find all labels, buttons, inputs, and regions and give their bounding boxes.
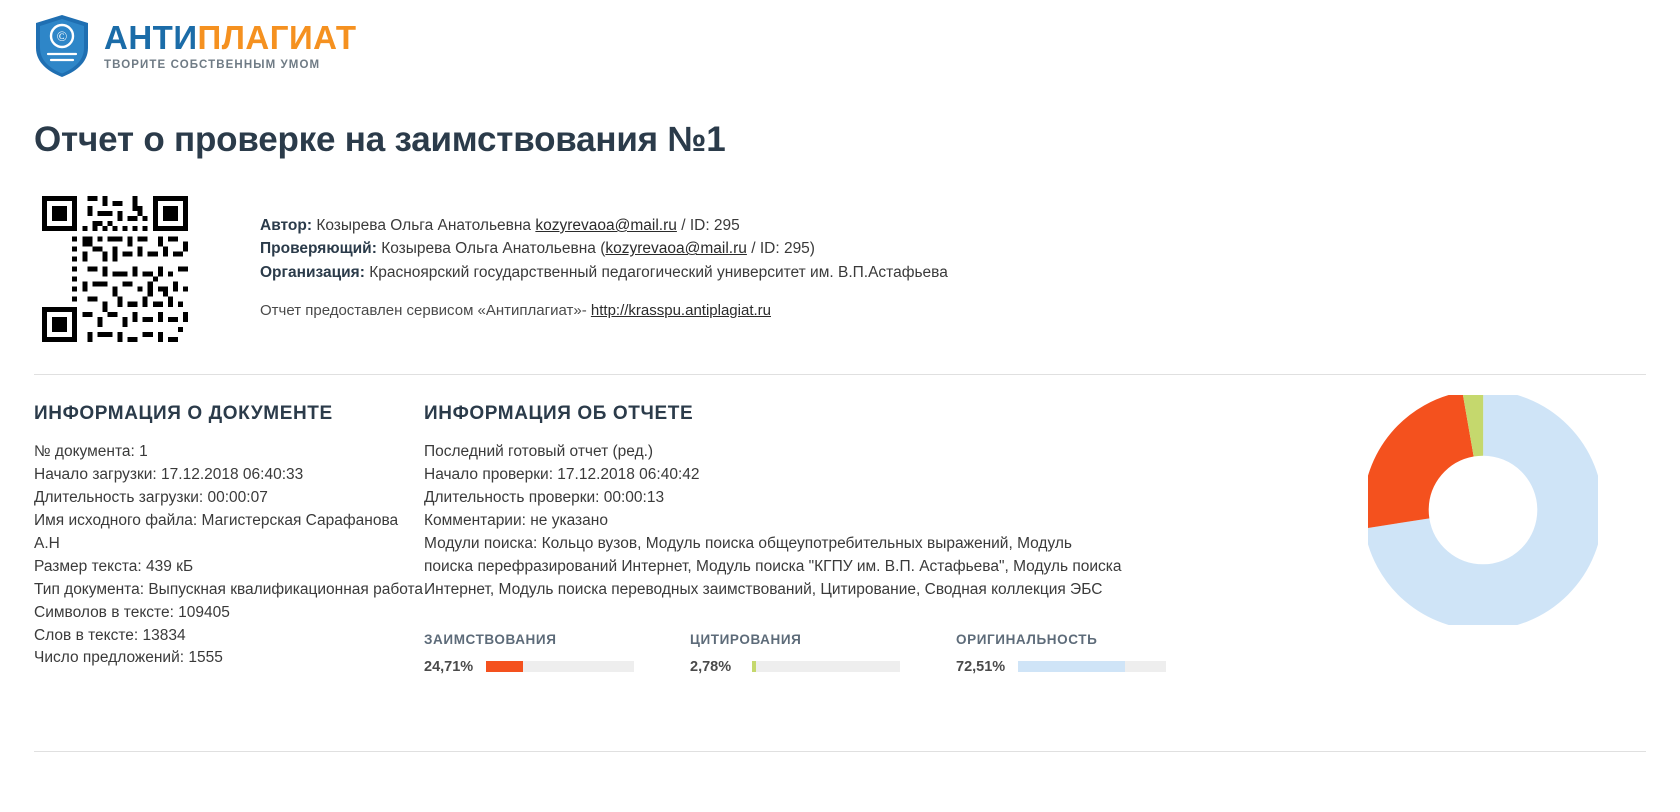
report-line-check-start: Начало проверки: 17.12.2018 06:40:42 (424, 465, 700, 483)
doc-line-sentences: Число предложений: 1555 (34, 649, 223, 667)
doc-line-chars: Символов в тексте: 109405 (34, 603, 230, 621)
organization-name: Красноярский государственный педагогический университет им. В.П.Астафьева (369, 263, 948, 281)
doc-line-filename: Имя исходного файла: Магистерская Сарафанова А.Н (34, 511, 399, 552)
bottom-divider (34, 751, 1646, 752)
score-stats (424, 632, 1164, 675)
report-info-title: ИНФОРМАЦИЯ ОБ ОТЧЕТЕ (424, 403, 694, 424)
stat-originality (956, 632, 1166, 675)
donut-svg (1368, 395, 1598, 625)
service-line (260, 300, 948, 323)
stat-citations-bar-fill (752, 661, 756, 672)
stat-originality-value: 72,51% (956, 658, 1006, 675)
score-donut-chart (1368, 395, 1598, 625)
stat-citations-value: 2,78% (690, 658, 732, 675)
top-divider (34, 374, 1646, 375)
checker-email-link[interactable]: kozyrevaoa@mail.ru (605, 240, 747, 258)
brand-text (104, 18, 357, 72)
info-columns (34, 403, 1646, 675)
stat-borrowings-bar (486, 661, 634, 672)
svg-text:©: © (56, 30, 68, 45)
antiplagiat-shield-icon (34, 14, 90, 78)
checker-id: / ID: 295) (751, 240, 815, 258)
organization-line (260, 261, 948, 284)
stat-borrowings (424, 632, 634, 675)
brand-title (104, 18, 357, 56)
report-line-modules: Модули поиска: Кольцо вузов, Модуль поиска общеупотребительных выражений, Модуль поиска перефразирований Интернет, Модуль поиска "КГПУ им. В.П. Астафьева", Модуль поиска Интернет, Модуль поиска переводных заимствований, Цитирование, Сводная коллекция ЭБС (424, 534, 1122, 598)
brand-title-part1: АНТИ (104, 18, 198, 56)
author-id: / ID: 295 (681, 217, 740, 234)
stat-citations-bar (752, 661, 900, 672)
doc-line-words: Слов в тексте: 13834 (34, 626, 186, 644)
checker-label: Проверяющий: (260, 240, 377, 258)
brand-subtitle: ТВОРИТЕ СОБСТВЕННЫМ УМОМ (104, 58, 321, 71)
author-email-link[interactable]: kozyrevaoa@mail.ru (535, 217, 677, 234)
document-info-title: ИНФОРМАЦИЯ О ДОКУМЕНТЕ (34, 403, 333, 424)
stat-originality-bar (1018, 661, 1166, 672)
stat-borrowings-value: 24,71% (424, 658, 474, 675)
organization-label: Организация: (260, 263, 365, 281)
doc-line-upload-start: Начало загрузки: 17.12.2018 06:40:33 (34, 465, 304, 483)
service-text: Отчет предоставлен сервисом «Антиплагиат»- (260, 301, 587, 319)
stat-borrowings-row (424, 659, 634, 675)
stat-originality-row (956, 659, 1166, 675)
donut-slice-citations (1396, 423, 1570, 597)
report-meta (34, 196, 1646, 342)
stat-originality-title: ОРИГИНАЛЬНОСТЬ (956, 631, 1098, 647)
author-label: Автор: (260, 217, 313, 234)
report-line-comments: Комментарии: не указано (424, 511, 608, 529)
brand-header (34, 0, 1646, 82)
checker-name: Козырева Ольга Анатольевна ( (381, 240, 606, 258)
stat-borrowings-title: ЗАИМСТВОВАНИЯ (424, 631, 557, 647)
report-meta-text (260, 196, 948, 342)
service-link[interactable]: http://krasspu.antiplagiat.ru (590, 301, 771, 319)
chart-column (1164, 403, 1646, 675)
stat-originality-bar-fill (1018, 661, 1125, 672)
brand-title-part2: ПЛАГИАТ (197, 18, 357, 56)
doc-line-type: Тип документа: Выпускная квалификационная работа (34, 580, 424, 598)
author-name: Козырева Ольга Анатольевна (316, 217, 532, 234)
stat-borrowings-bar-fill (486, 661, 523, 672)
author-line (260, 214, 948, 237)
report-line-check-duration: Длительность проверки: 00:00:13 (424, 488, 665, 506)
stat-citations-title: ЦИТИРОВАНИЯ (690, 631, 802, 647)
checker-line (260, 237, 948, 260)
doc-line-upload-duration: Длительность загрузки: 00:00:07 (34, 488, 268, 506)
stat-citations (690, 632, 900, 675)
report-line-last: Последний готовый отчет (ред.) (424, 443, 654, 460)
doc-line-size: Размер текста: 439 кБ (34, 557, 194, 575)
page-title: Отчет о проверке на заимствования №1 (34, 120, 726, 159)
report-info-column (424, 403, 1164, 675)
doc-line-number: № документа: 1 (34, 443, 148, 460)
stat-citations-row (690, 659, 900, 675)
document-info-column (34, 403, 424, 675)
qr-code (42, 196, 188, 342)
